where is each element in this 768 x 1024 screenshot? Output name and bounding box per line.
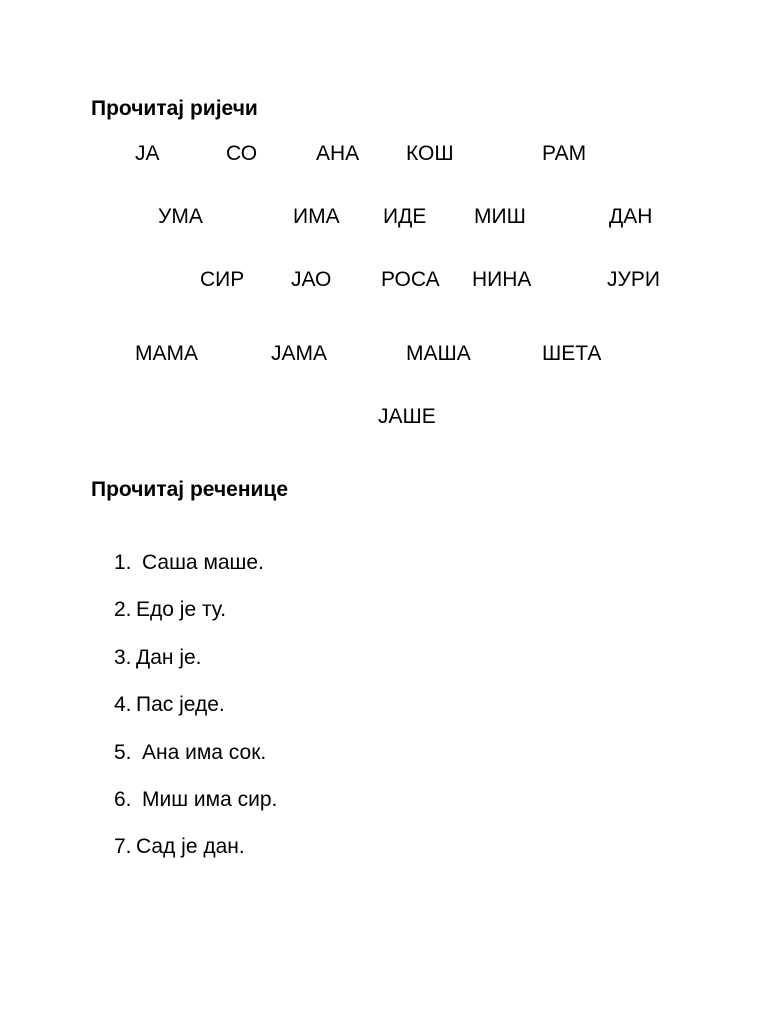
word: КОШ: [406, 142, 454, 165]
word: ИМА: [293, 205, 340, 228]
word: ШЕТА: [542, 342, 602, 365]
word: МАША: [406, 342, 471, 365]
word: АНА: [316, 142, 360, 165]
words-heading: Прочитај ријечи: [91, 97, 258, 120]
list-item: [114, 646, 202, 670]
list-number: 3.: [114, 646, 132, 669]
list-item: [114, 788, 277, 812]
sentence-text: Сад је дан.: [136, 835, 245, 858]
word: ЈАО: [291, 268, 332, 291]
list-number: 6.: [114, 788, 132, 811]
list-item: [114, 741, 266, 765]
sentences-heading: Прочитај реченице: [91, 478, 288, 501]
word: ЈАМА: [271, 342, 328, 365]
list-number: 7.: [114, 835, 132, 858]
sentence-text: Пас једе.: [136, 693, 225, 716]
sentence-text: Миш има сир.: [142, 788, 278, 811]
sentence-text: Ана има сок.: [142, 741, 267, 764]
word: ДАН: [609, 205, 653, 228]
word: ЈАШЕ: [378, 405, 436, 428]
list-item: [114, 598, 226, 622]
list-number: 5.: [114, 741, 132, 764]
list-number: 1.: [114, 551, 132, 574]
word: ЈУРИ: [607, 268, 660, 291]
word: МАМА: [135, 342, 198, 365]
word: СО: [226, 142, 258, 165]
list-item: [114, 693, 225, 717]
word: РОСА: [381, 268, 440, 291]
sentence-text: Дан је.: [136, 646, 202, 669]
list-number: 4.: [114, 693, 132, 716]
list-item: [114, 835, 245, 859]
sentence-text: Саша маше.: [142, 551, 264, 574]
word: НИНА: [472, 268, 532, 291]
word: ИДЕ: [383, 205, 427, 228]
word: СИР: [200, 268, 245, 291]
word: РАМ: [542, 142, 587, 165]
list-item: [114, 551, 264, 575]
list-number: 2.: [114, 598, 132, 621]
word: МИШ: [474, 205, 526, 228]
sentence-text: Едо је ту.: [136, 598, 227, 621]
word: ЈА: [135, 142, 160, 165]
word: УМА: [158, 205, 203, 228]
